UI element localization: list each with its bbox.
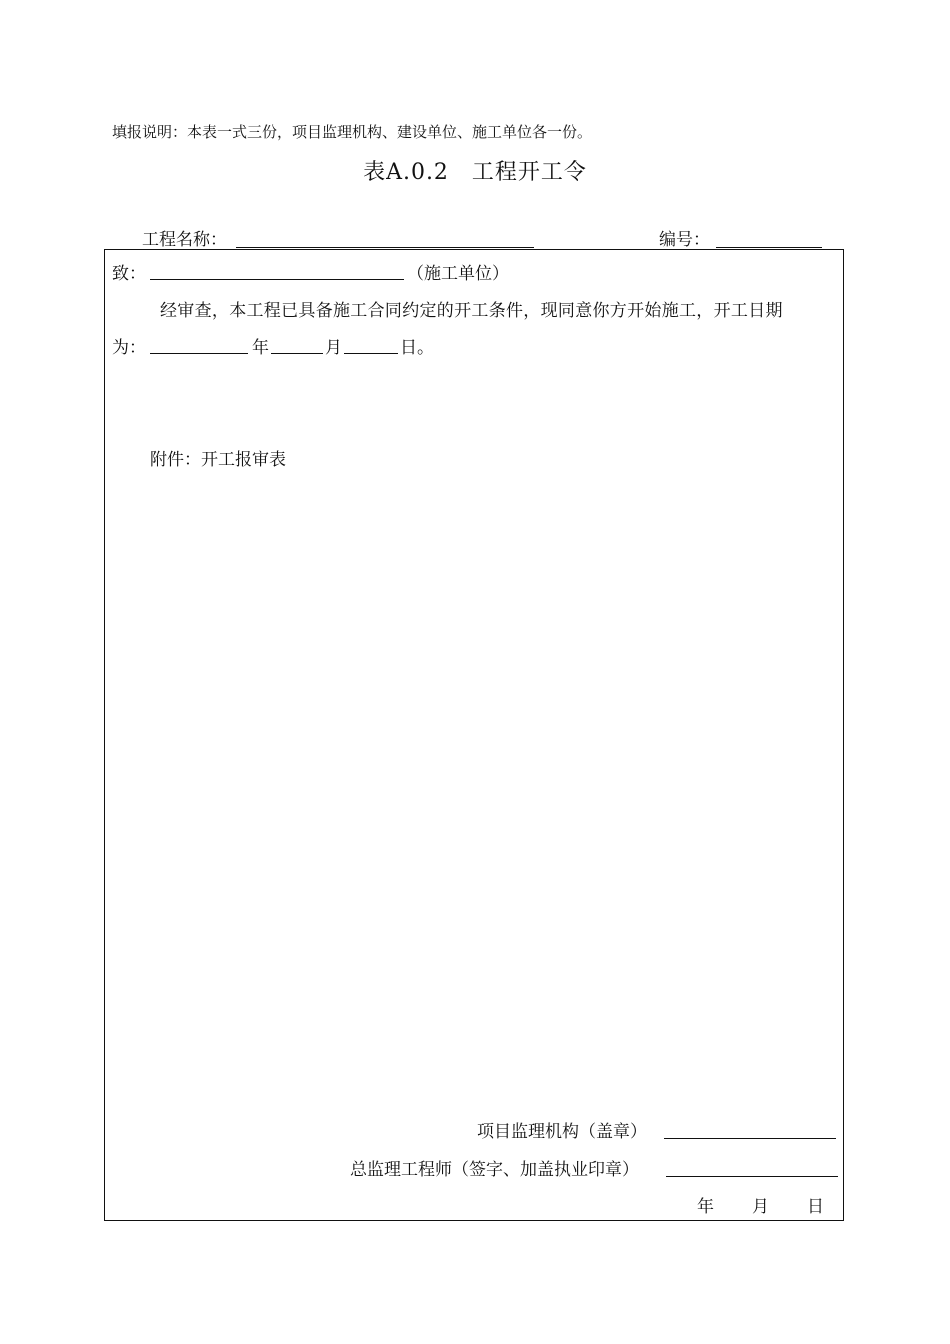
number-label: 编号： [659, 230, 710, 250]
day-label: 日。 [400, 338, 434, 358]
form-frame [104, 249, 844, 1221]
supervision-org-seal-field[interactable] [664, 1120, 836, 1139]
contractor-field[interactable] [150, 261, 404, 280]
date-prefix: 为： [112, 338, 146, 358]
number-field[interactable] [716, 229, 822, 248]
month-label: 月 [325, 338, 342, 358]
form-title: 表A.0.2 工程开工令 [363, 160, 587, 185]
fill-instructions: 填报说明：本表一式三份，项目监理机构、建设单位、施工单位各一份。 [112, 123, 593, 141]
year-label: 年 [252, 338, 269, 358]
supervision-org-label: 项目监理机构（盖章） [477, 1122, 647, 1142]
start-month-field[interactable] [271, 335, 323, 354]
to-label: 致： [112, 264, 146, 284]
approval-paragraph: 经审查，本工程已具备施工合同约定的开工条件，现同意你方开始施工，开工日期 [160, 301, 783, 321]
sign-year-label: 年 [697, 1197, 714, 1217]
chief-engineer-signature-field[interactable] [666, 1158, 838, 1177]
project-name-label: 工程名称： [142, 230, 227, 250]
contractor-suffix: （施工单位） [407, 264, 509, 284]
sign-day-label: 日 [807, 1197, 824, 1217]
start-day-field[interactable] [344, 335, 398, 354]
chief-engineer-label: 总监理工程师（签字、加盖执业印章） [350, 1160, 639, 1180]
start-year-field[interactable] [150, 335, 248, 354]
attachment-text: 附件：开工报审表 [150, 450, 286, 470]
sign-month-label: 月 [752, 1197, 769, 1217]
project-name-field[interactable] [236, 229, 534, 248]
